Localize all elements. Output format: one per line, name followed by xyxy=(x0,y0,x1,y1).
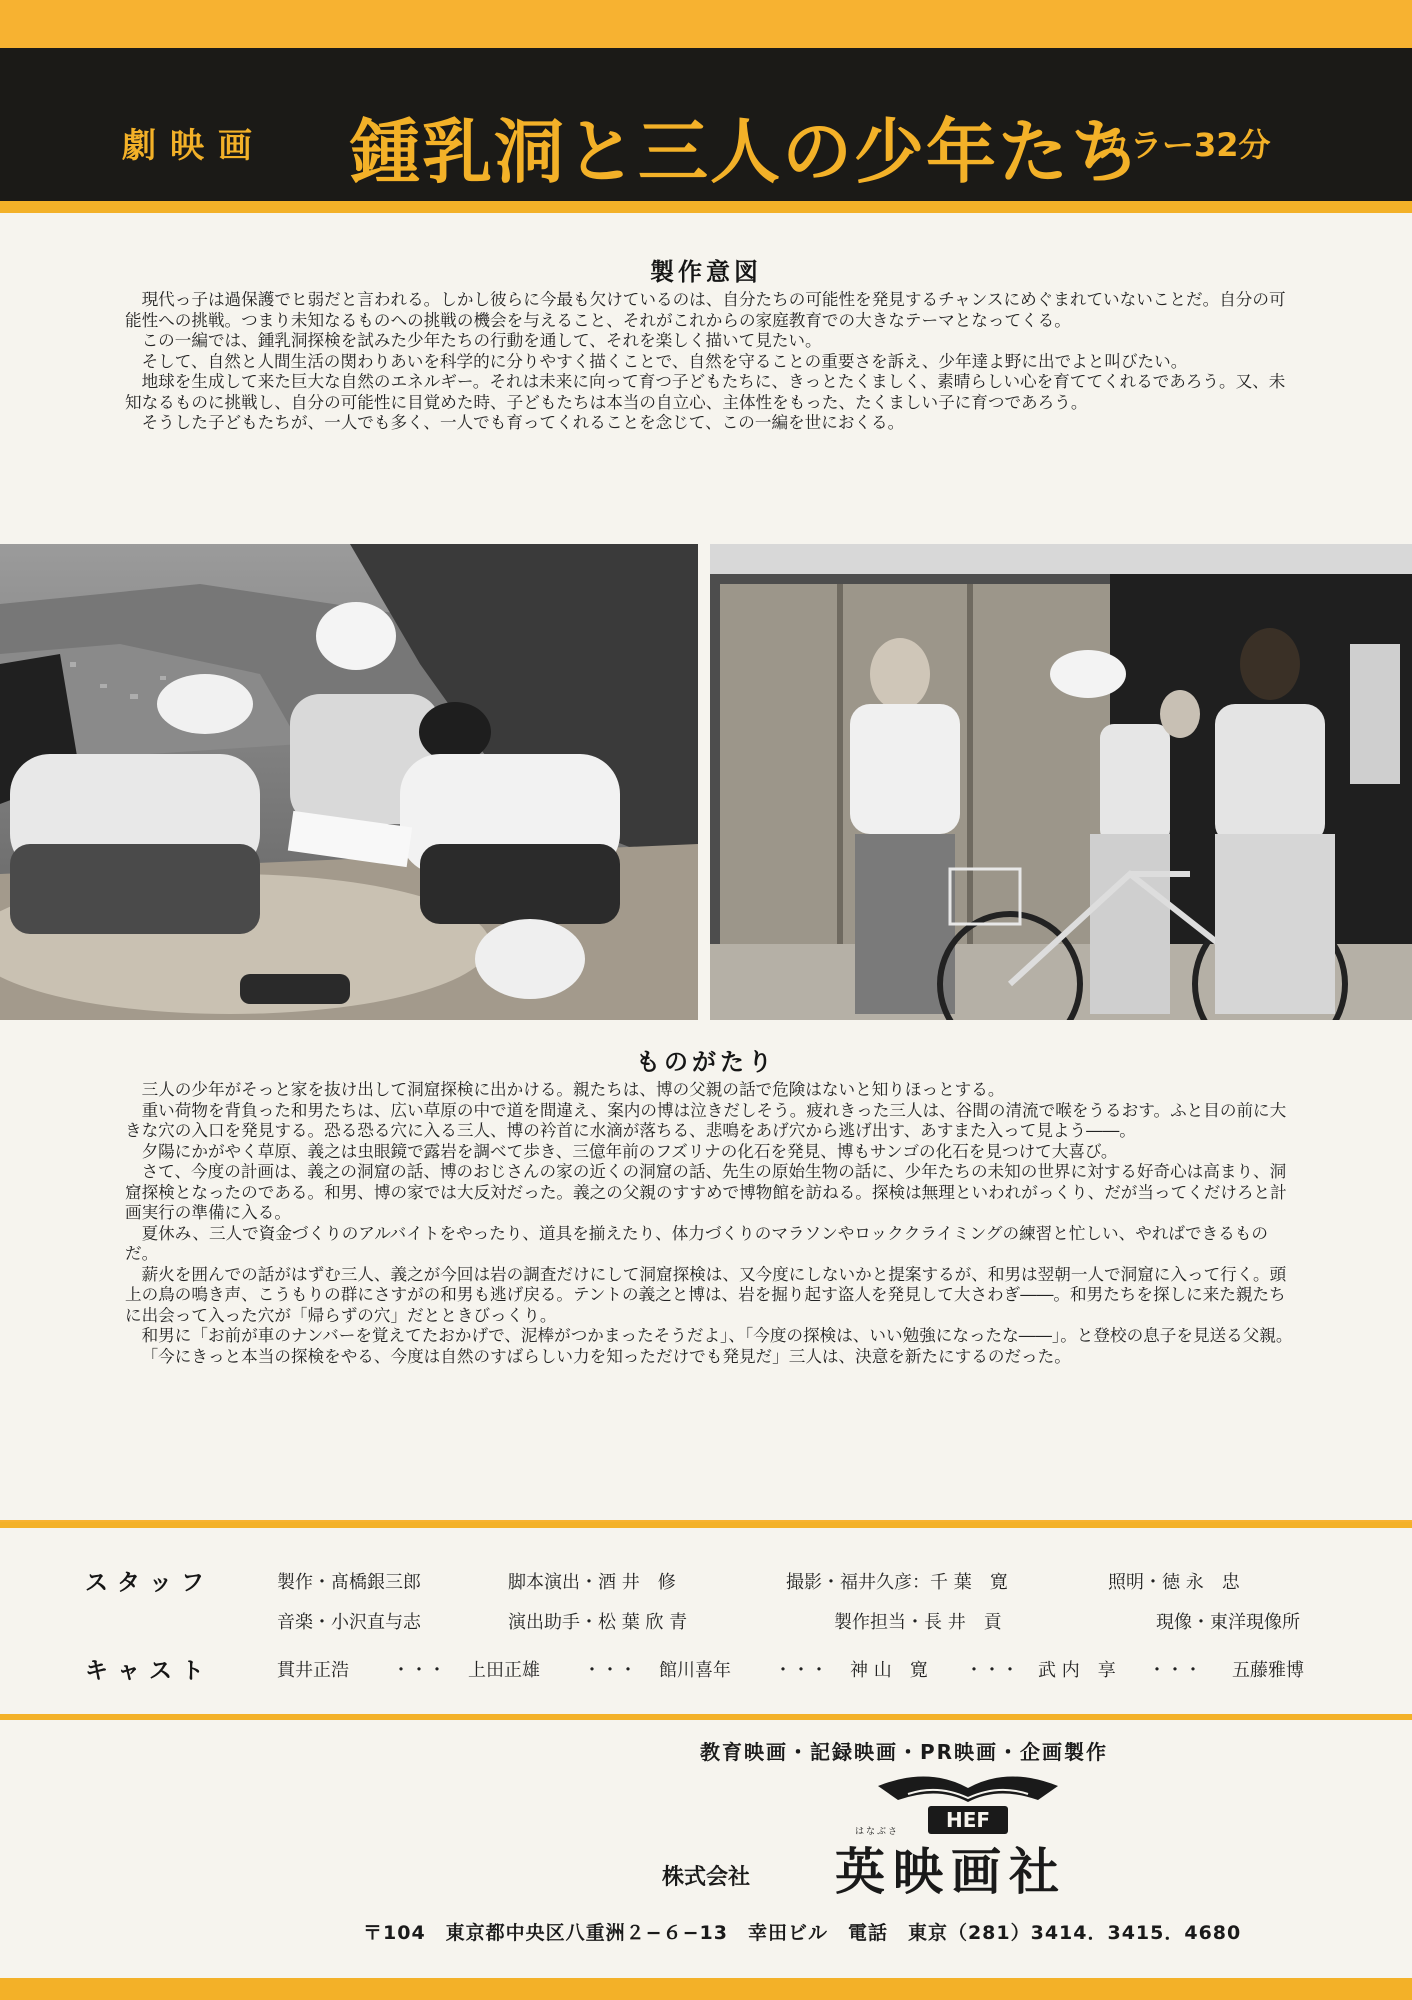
story-paragraph: 夏休み、三人で資金づくりのアルバイトをやったり、道具を揃えたり、体力づくりのマラソンやロッククライミングの練習と忙しい、やればできるものだ。 xyxy=(125,1223,1268,1263)
bottom-band xyxy=(0,1978,1412,2000)
title-band xyxy=(0,48,1412,201)
photo-family-bicycle xyxy=(710,544,1412,1020)
staff-credit: 撮影・福井久彦：千 葉 寛 xyxy=(786,1572,1008,1593)
company-name-ruby: はなぶさ xyxy=(855,1827,900,1837)
staff-label: スタッフ xyxy=(85,1570,213,1596)
cast-member: 貫井正浩 xyxy=(277,1660,349,1681)
genre-label: 劇映画 xyxy=(122,126,266,166)
intent-paragraph: この一編では、鍾乳洞探検を試みた少年たちの行動を通して、それを楽しく描いて見たい。 xyxy=(141,331,822,350)
staff-credit: 脚本演出・酒 井 修 xyxy=(508,1572,676,1593)
story-paragraph: 薪火を囲んでの話がはずむ三人、義之が今回は岩の調査だけにして洞窟探検は、又今度にしないかと提案するが、和男は翌朝一人で洞窟に入って行く。頭上の鳥の鳴き声、こうもりの群にさすがの和男も逃げ戻る。テントの義之と博は、岩を掘り起す盗人を発見して大さわぎ――。和男たちを探しに来た親たちに出会って入った穴が「帰らずの穴」だとときびっくり。 xyxy=(125,1264,1287,1325)
cast-member: 館川喜年 xyxy=(659,1660,731,1681)
photo-boys-hillside xyxy=(0,544,698,1020)
cast-member: 神 山 寛 xyxy=(850,1660,928,1681)
cast-separator: ・・・ xyxy=(392,1660,446,1681)
story-paragraph: 夕陽にかがやく草原、義之は虫眼鏡で露岩を調べて歩き、三億年前のフズリナの化石を発見、博もサンゴの化石を見つけて大喜び。 xyxy=(141,1141,1118,1161)
film-title: 鍾乳洞と三人の少年たち xyxy=(350,111,1142,193)
cast-separator: ・・・ xyxy=(965,1660,1019,1681)
cast-separator: ・・・ xyxy=(774,1660,828,1681)
company-footer xyxy=(0,1720,1412,1978)
story-text xyxy=(125,1080,1295,1367)
cast-member: 武 内 享 xyxy=(1038,1660,1116,1681)
cast-member: 上田正雄 xyxy=(468,1660,540,1681)
staff-credit: 演出助手・松 葉 欣 青 xyxy=(508,1612,688,1633)
story-heading: ものがたり xyxy=(636,1048,776,1076)
cast-separator: ・・・ xyxy=(583,1660,637,1681)
staff-credit: 照明・徳 永 忠 xyxy=(1108,1572,1240,1593)
cast-member: 五藤雅博 xyxy=(1232,1660,1304,1681)
company-type: 株式会社 xyxy=(662,1865,751,1890)
staff-credit: 音楽・小沢直与志 xyxy=(277,1612,421,1633)
film-duration: カラー32分 xyxy=(1098,126,1271,164)
company-address: 〒104 東京都中央区八重洲２−６−13 幸田ビル 電話 東京（281）3414．3415．4680 xyxy=(363,1922,1242,1944)
staff-credit: 製作担当・長 井 貢 xyxy=(834,1612,1002,1633)
intent-heading: 製作意図 xyxy=(650,258,762,286)
company-name: 英映画社 xyxy=(835,1843,1067,1901)
cast-label: キャスト xyxy=(85,1658,213,1684)
cast-separator: ・・・ xyxy=(1148,1660,1202,1681)
story-paragraph: 「今にきっと本当の探検をやる、今度は自然のすばらしい力を知っただけでも発見だ」三人は、決意を新たにするのだった。 xyxy=(141,1346,1071,1366)
logo-text: HEF xyxy=(945,1808,991,1832)
intent-text xyxy=(125,290,1295,434)
staff-credit: 製作・髙橋銀三郎 xyxy=(277,1572,421,1593)
staff-credit: 現像・東洋現像所 xyxy=(1156,1612,1300,1633)
story-paragraph: 重い荷物を背負った和男たちは、広い草原の中で道を間違え、案内の博は泣きだしそう。疲れきった三人は、谷間の清流で喉をうるおす。ふと目の前に大きな穴の入口を発見する。恐る恐る穴に入る三人、博の衿首に水滴が落ちる、悲鳴をあげ穴から逃げ出す、あすまた入って見よう――。 xyxy=(125,1100,1287,1140)
story-paragraph: さて、今度の計画は、義之の洞窟の話、博のおじさんの家の近くの洞窟の話、先生の原始生物の話に、少年たちの未知の世界に対する好奇心は高まり、洞窟探検となったのである。和男、博の家では大反対だった。義之の父親のすすめで博物館を訪ねる。探検は無理といわれがっくり、だが当ってくだけろと計画実行の準備に入る。 xyxy=(125,1162,1287,1222)
story-paragraph: 三人の少年がそっと家を抜け出して洞窟探検に出かける。親たちは、博の父親の話で危険はないと知りほっとする。 xyxy=(141,1080,1005,1099)
intent-paragraph: そうした子どもたちが、一人でも多く、一人でも育ってくれることを念じて、この一編を世におくる。 xyxy=(141,413,905,432)
intent-paragraph: 現代っ子は過保護でヒ弱だと言われる。しかし彼らに今最も欠けているのは、自分たちの可能性を発見するチャンスにめぐまれていないことだ。自分の可能性への挑戦。つまり未知なるものへの挑戦の機会を与えること、それがこれからの家庭教育での大きなテーマとなってくる。 xyxy=(125,290,1286,330)
intent-paragraph: 地球を生成して来た巨大な自然のエネルギー。それは未来に向って育つ子どもたちに、きっとたくましく、素晴らしい心を育ててくれるであろう。又、未知なるものに挑戦し、自分の可能性に目覚めた時、子どもたちは本当の自立心、主体性をもった、たくましい子に育つであろう。 xyxy=(125,372,1286,412)
intent-paragraph: そして、自然と人間生活の関わりあいを科学的に分りやすく描くことで、自然を守ることの重要さを訴え、少年達よ野に出でよと叫びたい。 xyxy=(141,351,1188,371)
story-paragraph: 和男に「お前が車のナンバーを覚えてたおかげで、泥棒がつかまったそうだよ」、「今度の探検は、いい勉強になったな――」。と登校の息子を見送る父親。 xyxy=(141,1326,1293,1345)
credits-panel xyxy=(0,1522,1412,1720)
divider xyxy=(0,201,1412,213)
services-line: 教育映画・記録映画・PR映画・企画製作 xyxy=(700,1740,1109,1764)
